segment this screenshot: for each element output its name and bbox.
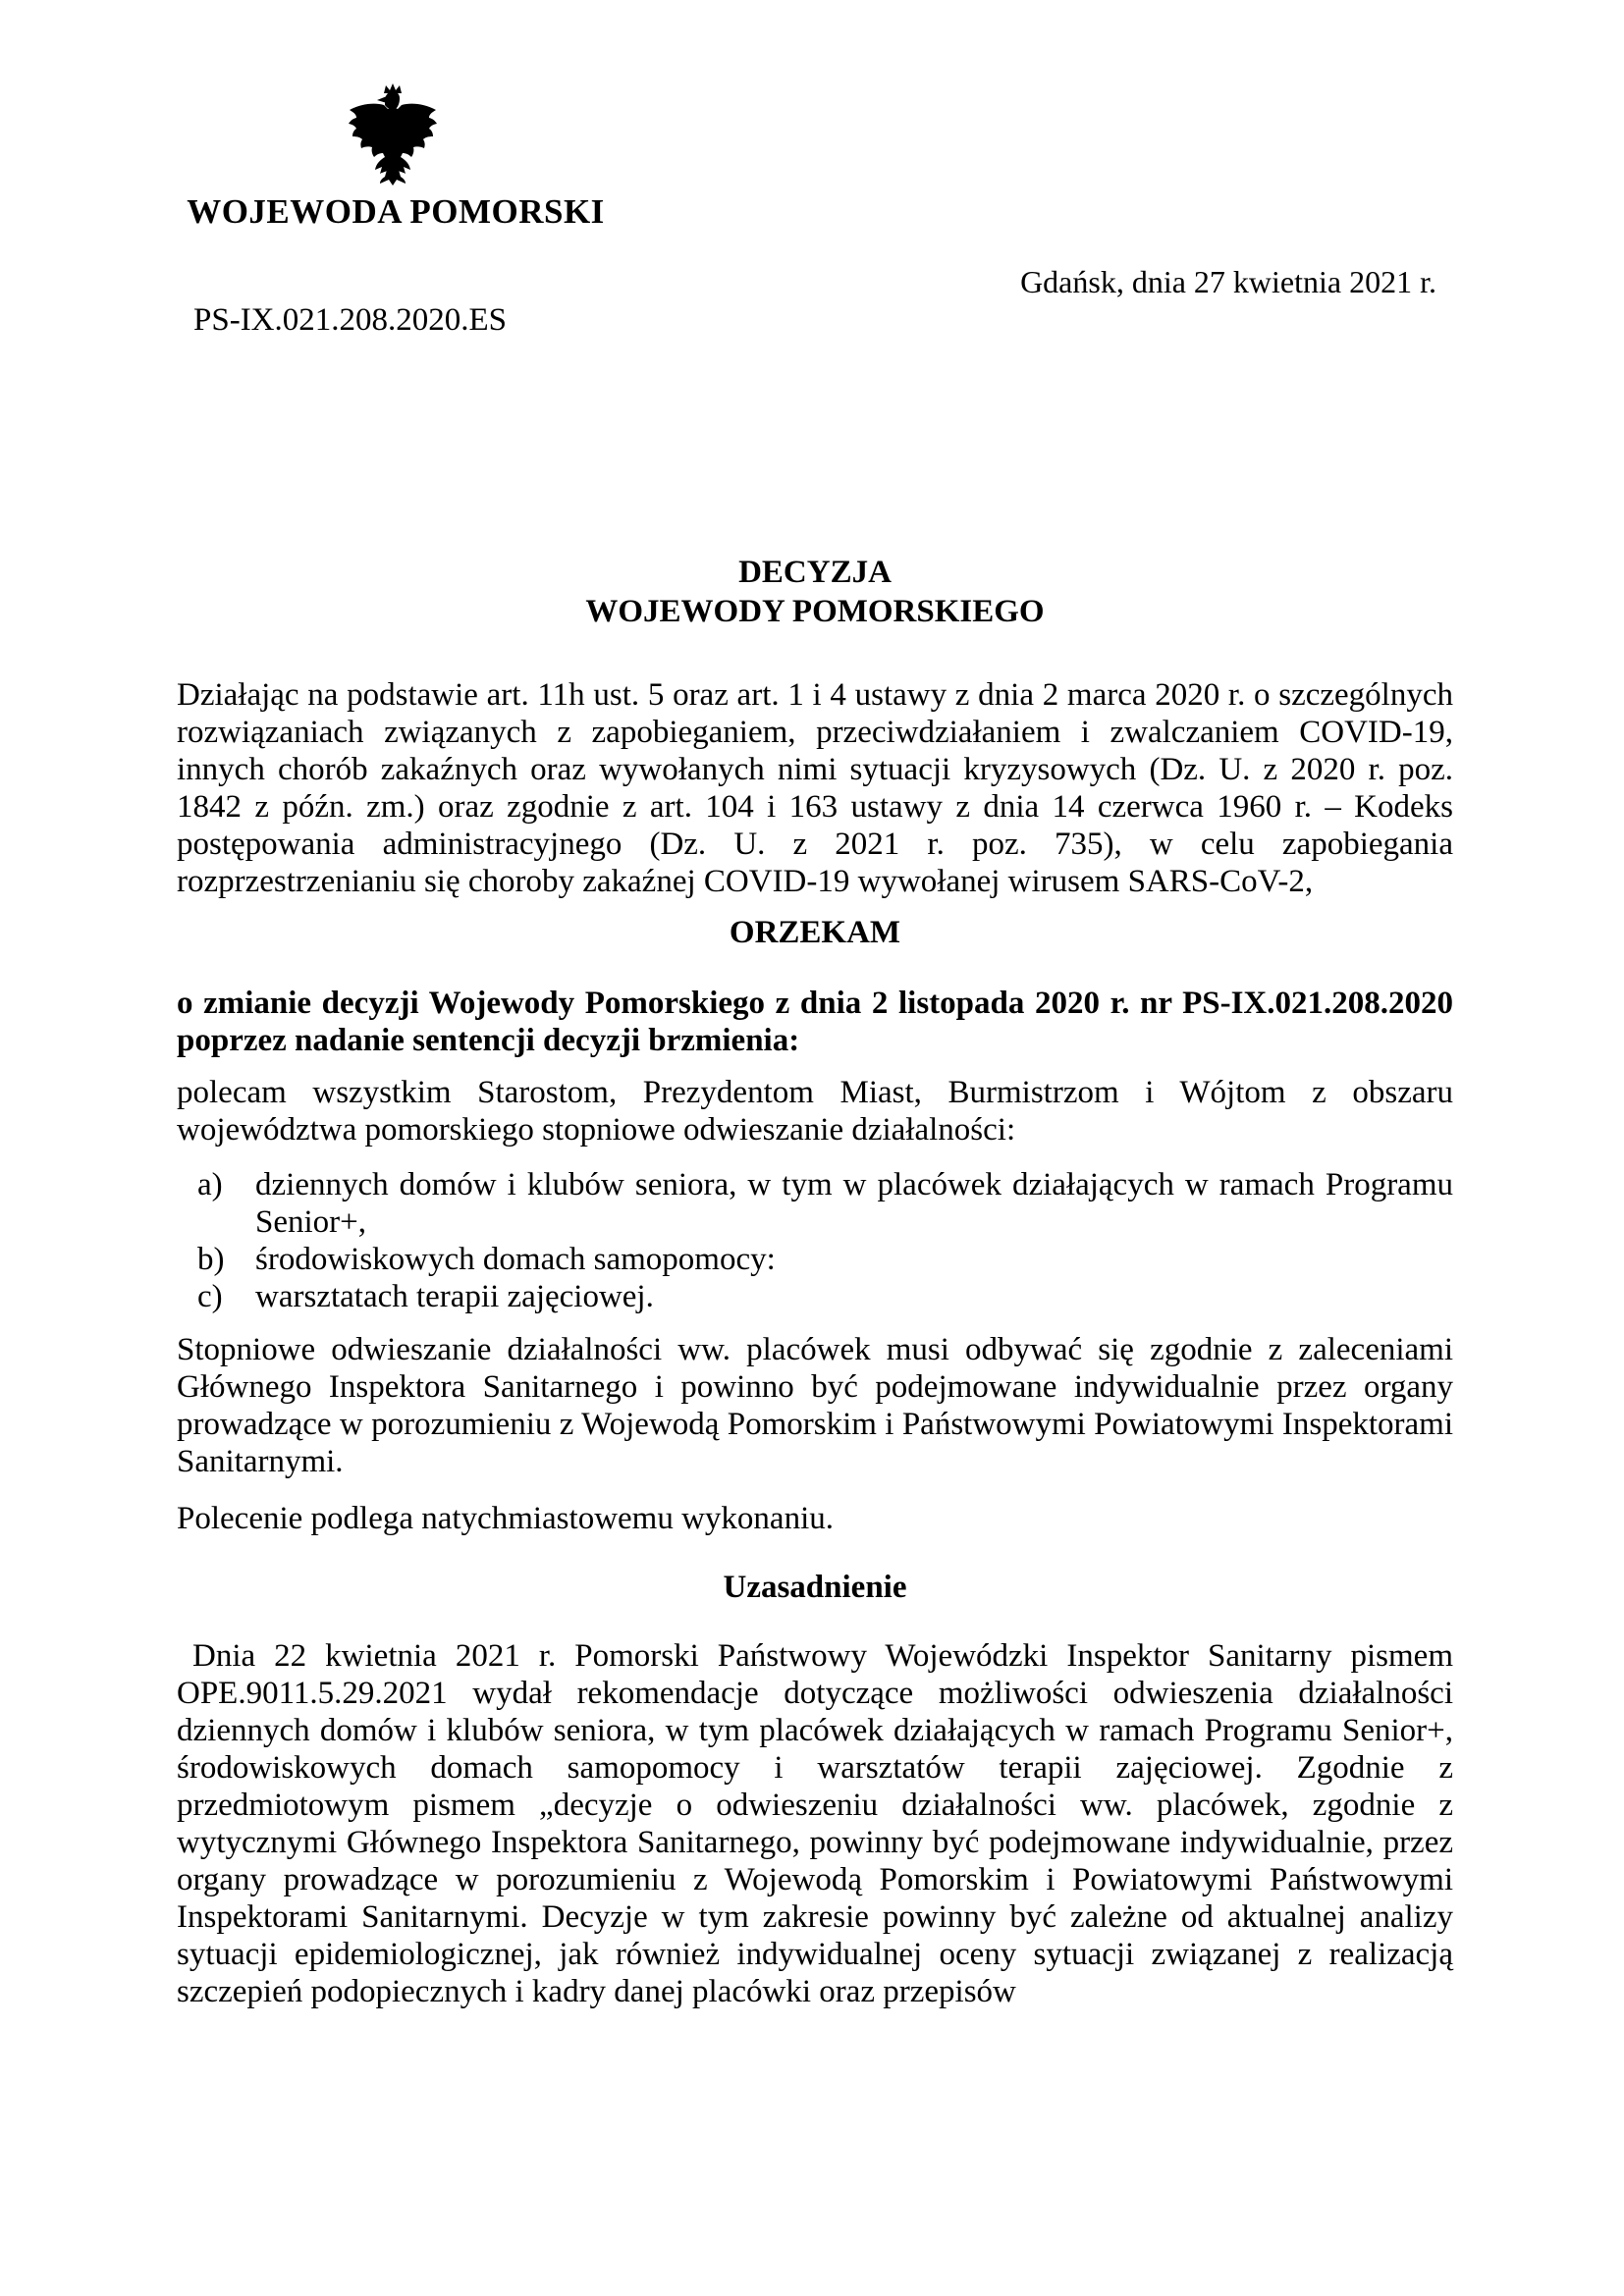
polish-eagle-coat-of-arms-icon bbox=[347, 82, 439, 187]
facility-list bbox=[177, 1166, 1453, 1315]
list-marker-b: b) bbox=[197, 1242, 225, 1277]
list-text-c: warsztatach terapii zajęciowej. bbox=[255, 1279, 654, 1314]
justification-heading: Uzasadnienie bbox=[723, 1570, 907, 1605]
document-title-line2: WOJEWODY POMORSKIEGO bbox=[585, 594, 1045, 629]
ruling-heading: ORZEKAM bbox=[729, 915, 901, 950]
ruling-amendment-paragraph: o zmianie decyzji Wojewody Pomorskiego z dnia 2 listopada 2020 r. nr PS-IX.021.208.2020 poprzez nadanie sentencji decyzji brzmienia: bbox=[177, 986, 1453, 1058]
execution-paragraph: Polecenie podlega natychmiastowemu wykonaniu. bbox=[177, 1501, 834, 1536]
list-text-b: środowiskowych domach samopomocy: bbox=[255, 1242, 776, 1277]
document-body bbox=[177, 553, 1453, 2010]
justification-paragraph: Dnia 22 kwietnia 2021 r. Pomorski Państwowy Wojewódzki Inspektor Sanitarny pismem OPE.9011.5.29.2021 wydał rekomendacje dotyczące możliwości odwieszenia działalności dziennych domów i klubów seniora, w tym placówek działających w ramach Programu Senior+, środowiskowych domach samopomocy i warsztatów terapii zajęciowej. Zgodnie z przedmiotowym pismem „decyzje o odwieszeniu działalności ww. placówek, zgodnie z wytycznymi Głównego Inspektora Sanitarnego, powinny być podejmowane indywidualnie, przez organy prowadzące w porozumieniu z Wojewodą Pomorskim i Powiatowymi Państwowymi Inspektorami Sanitarnymi. Decyzje w tym zakresie powinny być zależne od aktualnej analizy sytuacji epidemiologicznej, jak również indywidualnej oceny sytuacji związanej z realizacją szczepień podopiecznych i kadry danej placówki oraz przepisów bbox=[177, 1638, 1453, 2009]
document-title-line1: DECYZJA bbox=[738, 555, 892, 590]
list-marker-a: a) bbox=[197, 1167, 223, 1202]
list-marker-c: c) bbox=[197, 1279, 223, 1314]
order-paragraph: polecam wszystkim Starostom, Prezydentom Miast, Burmistrzom i Wójtom z obszaru województwa pomorskiego stopniowe odwieszanie działalności: bbox=[177, 1075, 1453, 1148]
document-title bbox=[177, 553, 1453, 631]
dateline: Gdańsk, dnia 27 kwietnia 2021 r. bbox=[1020, 264, 1436, 299]
list-item-a bbox=[177, 1166, 1453, 1241]
list-item-b bbox=[177, 1241, 1453, 1278]
legal-basis-paragraph: Działając na podstawie art. 11h ust. 5 oraz art. 1 i 4 ustawy z dnia 2 marca 2020 r. o szczególnych rozwiązaniach związanych z zapobieganiem, przeciwdziałaniem i zwalczaniem COVID-19, innych chorób zakaźnych oraz wywołanych nimi sytuacji kryzysowych (Dz. U. z 2020 r. poz. 1842 z późn. zm.) oraz zgodnie z art. 104 i 163 ustawy z dnia 14 czerwca 1960 r. – Kodeks postępowania administracyjnego (Dz. U. z 2021 r. poz. 735), w celu zapobiegania rozprzestrzenianiu się choroby zakaźnej COVID-19 wywołanej wirusem SARS-CoV-2, bbox=[177, 677, 1453, 899]
list-text-a: dziennych domów i klubów seniora, w tym w placówek działających w ramach Programu Senior+, bbox=[255, 1167, 1453, 1240]
case-number: PS-IX.021.208.2020.ES bbox=[193, 302, 508, 338]
list-item-c bbox=[177, 1278, 1453, 1315]
conditions-paragraph: Stopniowe odwieszanie działalności ww. placówek musi odbywać się zgodnie z zaleceniami Głównego Inspektora Sanitarnego i powinno być podejmowane indywidualnie przez organy prowadzące w porozumieniu z Wojewodą Pomorskim i Państwowymi Powiatowymi Inspektorami Sanitarnymi. bbox=[177, 1332, 1453, 1479]
office-name: WOJEWODA POMORSKI bbox=[187, 192, 605, 231]
